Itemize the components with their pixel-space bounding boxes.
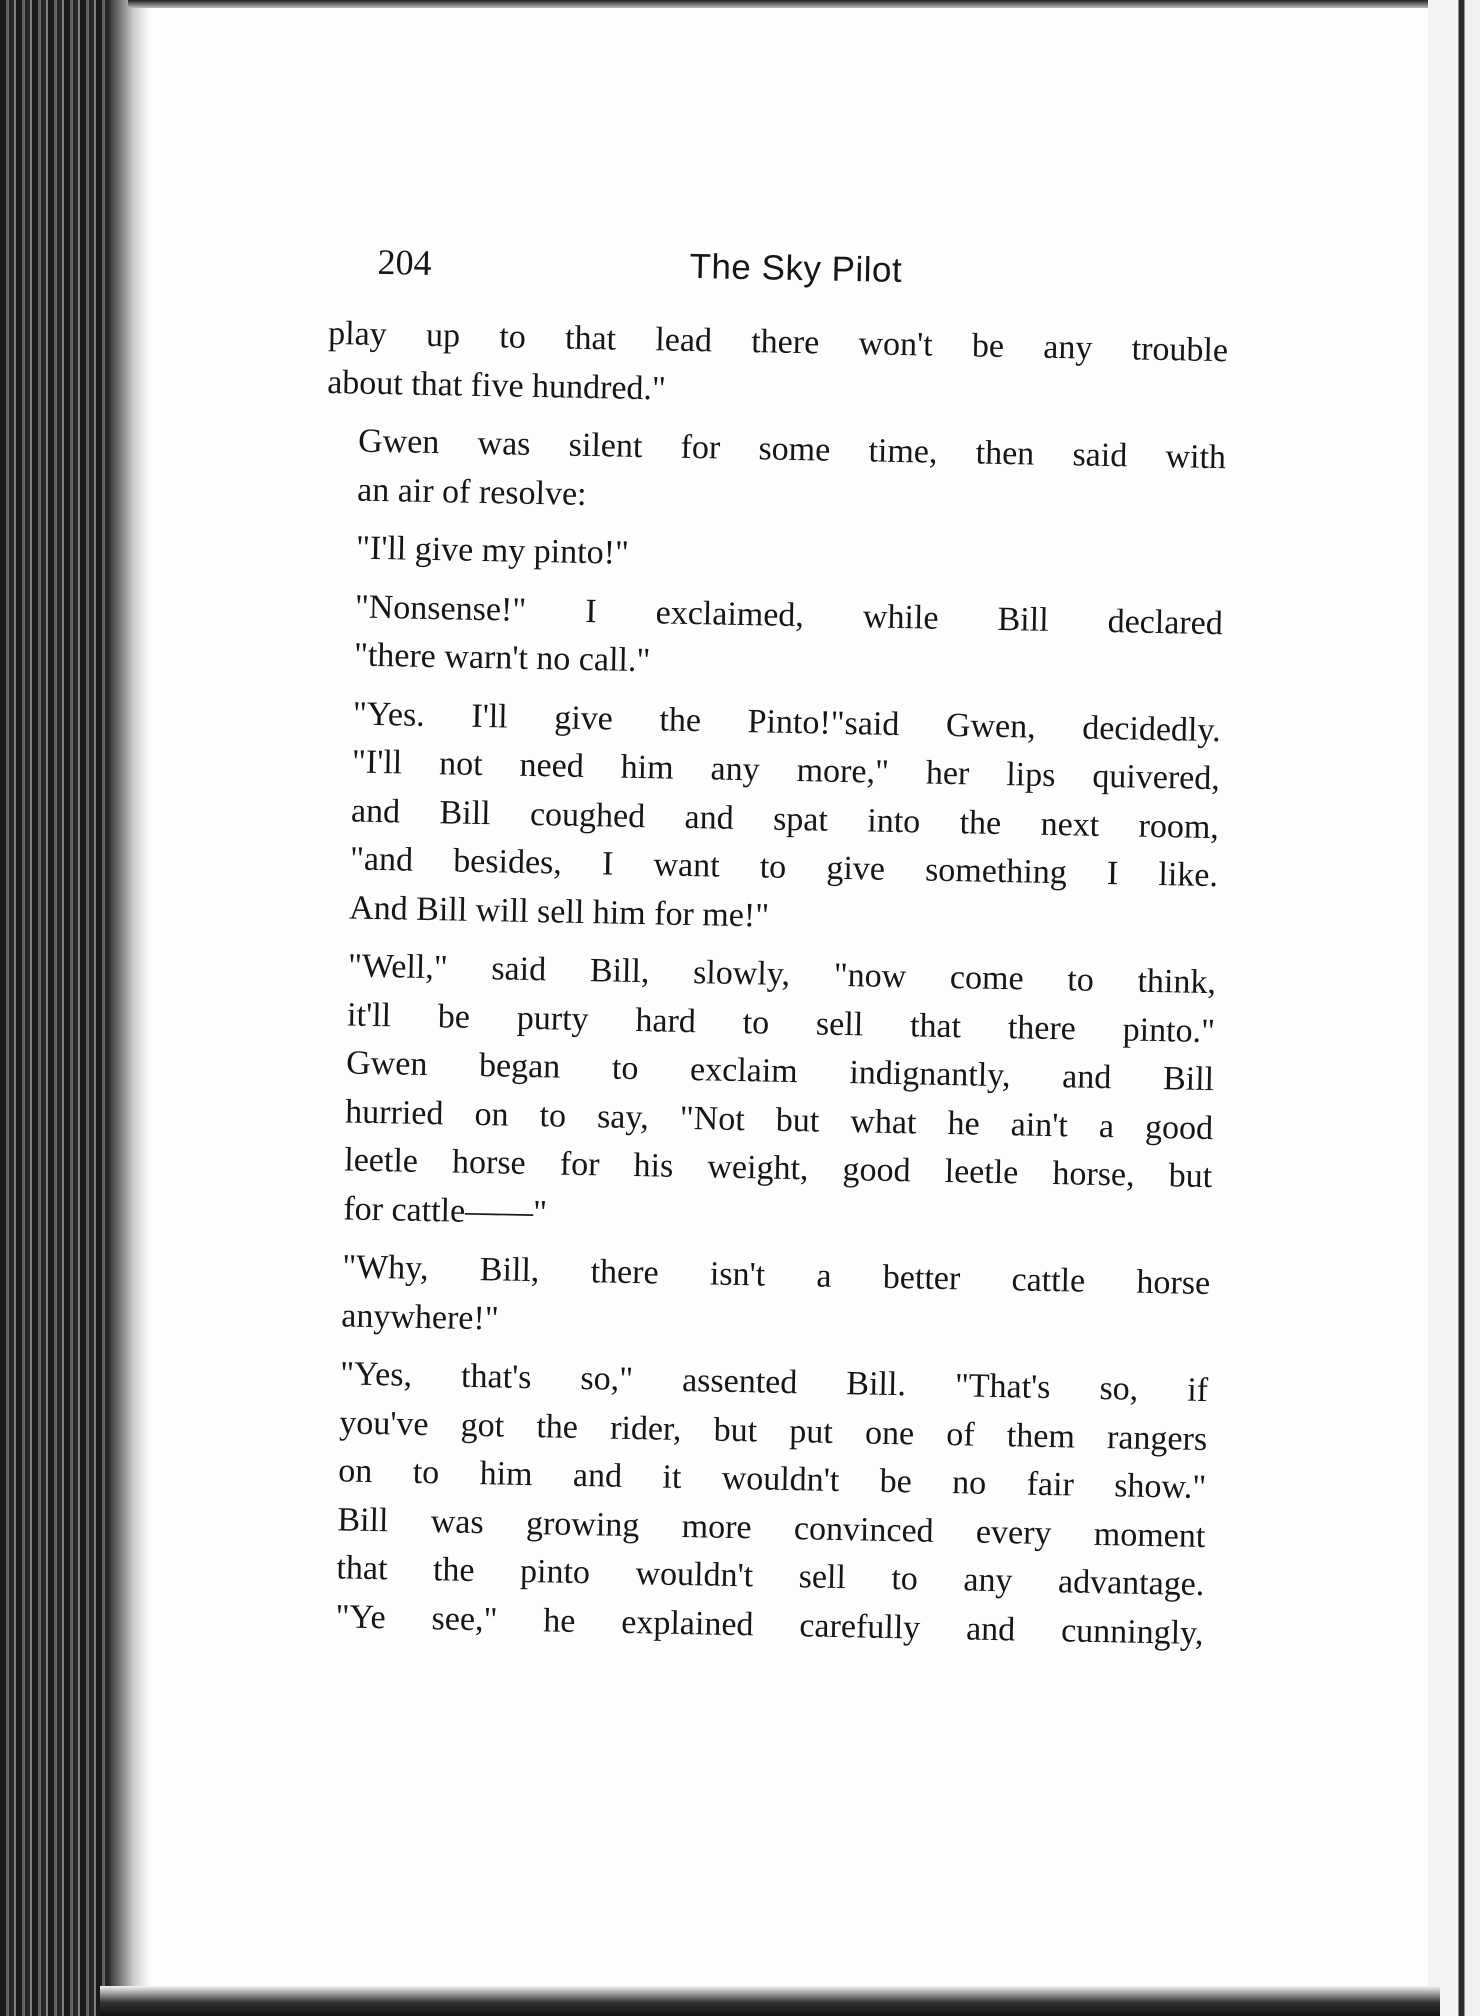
text-line: anywhere!" [341,1296,500,1337]
text-line: And Bill will sell him for me!" [348,888,770,935]
text-line: "Yes, that's so," assented Bill. "That's so, if [339,1355,1209,1410]
text-line: hurried on to say, "Not but what he ain't a good [344,1092,1214,1147]
text-line: "Yes. I'll give the Pinto!"said Gwen, decidedly. [352,695,1222,749]
paragraph [303,1350,1208,1658]
book-edge-right [1428,0,1480,2016]
text-line: Bill was growing more convinced every moment [337,1500,1206,1555]
paragraph [317,689,1221,949]
text-line: "Ye see," he explained carefully and cunningly, [335,1597,1204,1652]
text-line: leetle horse for his weight, good leetle horse, but [343,1141,1213,1196]
text-line: "Nonsense!" I exclaimed, while Bill declared [354,588,1224,642]
body-text [303,310,1228,1658]
text-line: Gwen began to exclaim indignantly, and Bill [345,1044,1215,1099]
paragraph [324,524,1225,590]
text-line: Gwen was silent for some time, then said with [357,422,1227,477]
text-line: you've got the rider, but put one of them rangers [338,1403,1208,1458]
page-content [303,240,1230,1668]
paragraph [325,417,1227,531]
book-edge-left [0,0,128,2016]
text-line: for cattle——" [343,1189,548,1231]
paragraph [309,1243,1211,1357]
text-line: "there warn't no call." [353,636,651,680]
text-line: about that five hundred." [326,363,667,407]
book-edge-bottom [100,1986,1440,2016]
paragraph [327,310,1229,424]
running-title: The Sky Pilot [689,246,903,290]
paragraph [311,942,1216,1250]
text-line: "I'll not need him any more," her lips quivered, [351,743,1221,798]
gutter-shadow [110,0,150,2016]
text-line: and Bill coughed and spat into the next room, [350,792,1220,846]
text-line: on to him and it wouldn't be no fair show." [338,1452,1207,1507]
text-line: "Well," said Bill, slowly, "now come to think, [347,947,1217,1002]
text-line: that the pinto wouldn't sell to any advantage. [336,1549,1205,1604]
text-line: it'll be purty hard to sell that there pinto." [346,995,1216,1050]
text-line: play up to that lead there won't be any trouble [327,314,1229,370]
text-line: "Why, Bill, there isn't a better cattle horse [341,1248,1211,1303]
text-line: "I'll give my pinto!" [355,529,630,572]
book-edge-top [128,0,1428,8]
text-line: "and besides, I want to give something I like. [349,840,1219,895]
text-line: an air of resolve: [356,471,587,513]
paragraph [322,582,1224,696]
page-number: 204 [377,241,432,283]
